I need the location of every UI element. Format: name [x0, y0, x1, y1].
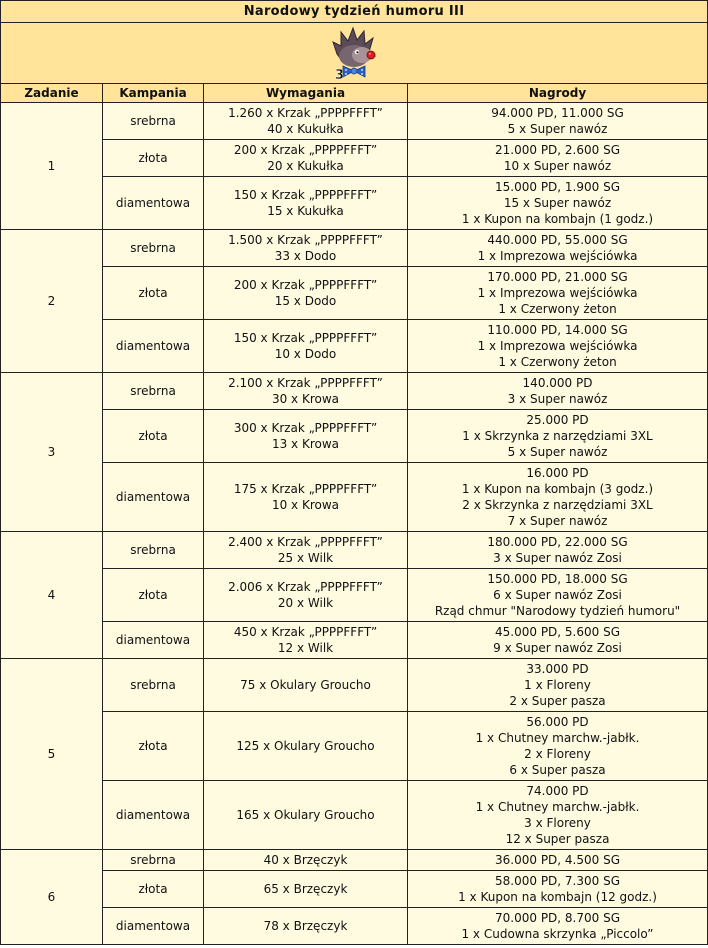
campaign-level: złota [103, 569, 204, 622]
requirement-line: 1.260 x Krzak „PPPPFFFT” [228, 106, 383, 120]
reward-line: 74.000 PD [526, 784, 589, 798]
requirement-line: 15 x Kukułka [267, 204, 344, 218]
rewards-cell [408, 103, 708, 140]
campaign-level: złota [103, 712, 204, 781]
rewards-cell [408, 871, 708, 908]
campaign-level: diamentowa [103, 320, 204, 373]
reward-line: 1 x Imprezowa wejściówka [477, 339, 638, 353]
requirements-cell [204, 103, 408, 140]
requirements-cell [204, 373, 408, 410]
requirement-line: 150 x Krzak „PPPPFFFT” [233, 188, 378, 202]
campaign-level: diamentowa [103, 622, 204, 659]
reward-line: 56.000 PD [526, 715, 589, 729]
reward-line: 3 x Super nawóz Zosi [493, 551, 622, 565]
requirement-line: 13 x Krowa [271, 437, 340, 451]
table-row [1, 463, 708, 532]
rewards-cell [408, 659, 708, 712]
table-row [1, 410, 708, 463]
reward-line: 1 x Skrzynka z narzędziami 3XL [462, 429, 653, 443]
requirements-cell [204, 569, 408, 622]
requirement-line: 2.006 x Krzak „PPPPFFFT” [228, 580, 383, 594]
rewards-cell [408, 781, 708, 850]
reward-line: 3 x Floreny [524, 816, 591, 830]
table-row [1, 532, 708, 569]
requirements-cell [204, 908, 408, 945]
requirement-line: 300 x Krzak „PPPPFFFT” [233, 421, 378, 435]
rewards-cell [408, 622, 708, 659]
reward-line: 1 x Imprezowa wejściówka [477, 286, 638, 300]
rewards-cell [408, 712, 708, 781]
requirement-line: 200 x Krzak „PPPPFFFT” [233, 278, 378, 292]
reward-line: 15.000 PD, 1.900 SG [495, 180, 621, 194]
requirement-line: 10 x Krowa [271, 498, 340, 512]
campaign-level: srebrna [103, 103, 204, 140]
reward-line: 2 x Super pasza [509, 694, 606, 708]
requirements-cell [204, 140, 408, 177]
requirement-line: 20 x Wilk [277, 596, 334, 610]
requirements-cell [204, 463, 408, 532]
requirement-line: 450 x Krzak „PPPPFFFT” [233, 625, 378, 639]
campaign-level: złota [103, 140, 204, 177]
rewards-cell [408, 569, 708, 622]
campaign-level: złota [103, 410, 204, 463]
reward-line: Rząd chmur "Narodowy tydzień humoru" [434, 604, 681, 618]
requirement-line: 15 x Dodo [274, 294, 337, 308]
requirements-cell [204, 659, 408, 712]
requirements-cell [204, 781, 408, 850]
requirements-cell [204, 177, 408, 230]
table-row [1, 267, 708, 320]
table-row [1, 908, 708, 945]
requirement-line: 125 x Okulary Groucho [236, 739, 375, 753]
rewards-cell [408, 850, 708, 871]
requirement-line: 40 x Kukułka [267, 122, 344, 136]
task-number: 2 [1, 230, 103, 373]
reward-line: 25.000 PD [526, 413, 589, 427]
reward-line: 5 x Super nawóz [507, 445, 608, 459]
task-number: 1 [1, 103, 103, 230]
badge-cell [1, 23, 708, 84]
reward-line: 1 x Floreny [524, 678, 591, 692]
reward-line: 140.000 PD [522, 376, 593, 390]
campaign-level: srebrna [103, 532, 204, 569]
table-row [1, 850, 708, 871]
requirement-line: 150 x Krzak „PPPPFFFT” [233, 331, 378, 345]
requirements-cell [204, 532, 408, 569]
table-row [1, 569, 708, 622]
requirement-line: 165 x Okulary Groucho [236, 808, 375, 822]
table-row [1, 230, 708, 267]
requirement-line: 175 x Krzak „PPPPFFFT” [233, 482, 378, 496]
task-number: 4 [1, 532, 103, 659]
campaign-level: diamentowa [103, 908, 204, 945]
campaign-level: diamentowa [103, 781, 204, 850]
requirements-cell [204, 850, 408, 871]
rewards-cell [408, 908, 708, 945]
campaign-level: diamentowa [103, 463, 204, 532]
task-number: 5 [1, 659, 103, 850]
campaign-level: srebrna [103, 850, 204, 871]
table-row [1, 712, 708, 781]
reward-line: 1 x Chutney marchw.-jabłk. [475, 731, 640, 745]
reward-line: 9 x Super nawóz Zosi [493, 641, 622, 655]
reward-line: 1 x Kupon na kombajn (1 godz.) [461, 212, 654, 226]
reward-line: 70.000 PD, 8.700 SG [495, 911, 621, 925]
reward-line: 33.000 PD [526, 662, 589, 676]
requirements-cell [204, 267, 408, 320]
campaign-level: srebrna [103, 230, 204, 267]
rewards-cell [408, 177, 708, 230]
rewards-cell [408, 320, 708, 373]
table-row [1, 622, 708, 659]
rewards-cell [408, 373, 708, 410]
campaign-level: diamentowa [103, 177, 204, 230]
reward-line: 170.000 PD, 21.000 SG [487, 270, 628, 284]
page-title: Narodowy tydzień humoru III [1, 1, 708, 23]
reward-line: 6 x Super pasza [509, 763, 606, 777]
requirement-line: 78 x Brzęczyk [263, 919, 348, 933]
reward-line: 180.000 PD, 22.000 SG [487, 535, 628, 549]
table-row [1, 781, 708, 850]
task-number: 3 [1, 373, 103, 532]
reward-line: 12 x Super pasza [505, 832, 610, 846]
table-row [1, 320, 708, 373]
rewards-cell [408, 267, 708, 320]
requirement-line: 65 x Brzęczyk [263, 882, 348, 896]
table-row [1, 373, 708, 410]
requirement-line: 25 x Wilk [277, 551, 334, 565]
table-row [1, 140, 708, 177]
reward-line: 45.000 PD, 5.600 SG [495, 625, 621, 639]
reward-line: 6 x Super nawóz Zosi [493, 588, 622, 602]
reward-line: 58.000 PD, 7.300 SG [495, 874, 621, 888]
reward-line: 94.000 PD, 11.000 SG [491, 106, 624, 120]
requirements-cell [204, 230, 408, 267]
badge-number: 3 [335, 68, 345, 82]
requirement-line: 30 x Krowa [271, 392, 340, 406]
task-number: 6 [1, 850, 103, 945]
campaign-level: złota [103, 871, 204, 908]
campaign-level: srebrna [103, 373, 204, 410]
requirements-cell [204, 712, 408, 781]
requirement-line: 200 x Krzak „PPPPFFFT” [233, 143, 378, 157]
rewards-cell [408, 230, 708, 267]
table-body [1, 103, 708, 945]
campaign-level: srebrna [103, 659, 204, 712]
header-wymagania: Wymagania [204, 84, 408, 103]
reward-line: 110.000 PD, 14.000 SG [487, 323, 628, 337]
campaign-level: złota [103, 267, 204, 320]
reward-line: 36.000 PD, 4.500 SG [495, 853, 621, 867]
requirements-cell [204, 871, 408, 908]
table-row [1, 177, 708, 230]
reward-line: 440.000 PD, 55.000 SG [487, 233, 628, 247]
hedgehog-clown-icon [329, 24, 379, 82]
reward-line: 5 x Super nawóz [507, 122, 608, 136]
reward-line: 1 x Czerwony żeton [498, 302, 617, 316]
reward-line: 15 x Super nawóz [503, 196, 612, 210]
requirement-line: 33 x Dodo [274, 249, 337, 263]
rewards-cell [408, 532, 708, 569]
reward-line: 10 x Super nawóz [503, 159, 612, 173]
rewards-cell [408, 140, 708, 177]
reward-line: 1 x Kupon na kombajn (3 godz.) [461, 482, 654, 496]
reward-line: 21.000 PD, 2.600 SG [495, 143, 621, 157]
header-zadanie: Zadanie [1, 84, 103, 103]
table-row [1, 103, 708, 140]
requirement-line: 2.400 x Krzak „PPPPFFFT” [228, 535, 383, 549]
requirement-line: 40 x Brzęczyk [263, 853, 348, 867]
reward-line: 1 x Kupon na kombajn (12 godz.) [458, 890, 657, 904]
requirement-line: 2.100 x Krzak „PPPPFFFT” [228, 376, 383, 390]
rewards-cell [408, 410, 708, 463]
requirement-line: 10 x Dodo [274, 347, 337, 361]
requirement-line: 12 x Wilk [277, 641, 334, 655]
reward-line: 1 x Czerwony żeton [498, 355, 617, 369]
header-kampania: Kampania [103, 84, 204, 103]
reward-line: 3 x Super nawóz [507, 392, 608, 406]
reward-line: 150.000 PD, 18.000 SG [487, 572, 628, 586]
requirement-line: 1.500 x Krzak „PPPPFFFT” [228, 233, 383, 247]
reward-line: 1 x Chutney marchw.-jabłk. [475, 800, 640, 814]
header-nagrody: Nagrody [408, 84, 708, 103]
rewards-cell [408, 463, 708, 532]
requirements-cell [204, 622, 408, 659]
reward-line: 2 x Skrzynka z narzędziami 3XL [462, 498, 653, 512]
reward-line: 2 x Floreny [524, 747, 591, 761]
table-row [1, 659, 708, 712]
requirements-cell [204, 410, 408, 463]
reward-line: 1 x Cudowna skrzynka „Piccolo” [461, 927, 654, 941]
table-row [1, 871, 708, 908]
reward-line: 16.000 PD [526, 466, 589, 480]
header-row [1, 84, 708, 103]
requirements-cell [204, 320, 408, 373]
requirement-line: 75 x Okulary Groucho [240, 678, 371, 692]
requirement-line: 20 x Kukułka [267, 159, 344, 173]
reward-line: 1 x Imprezowa wejściówka [477, 249, 638, 263]
reward-line: 7 x Super nawóz [507, 514, 608, 528]
